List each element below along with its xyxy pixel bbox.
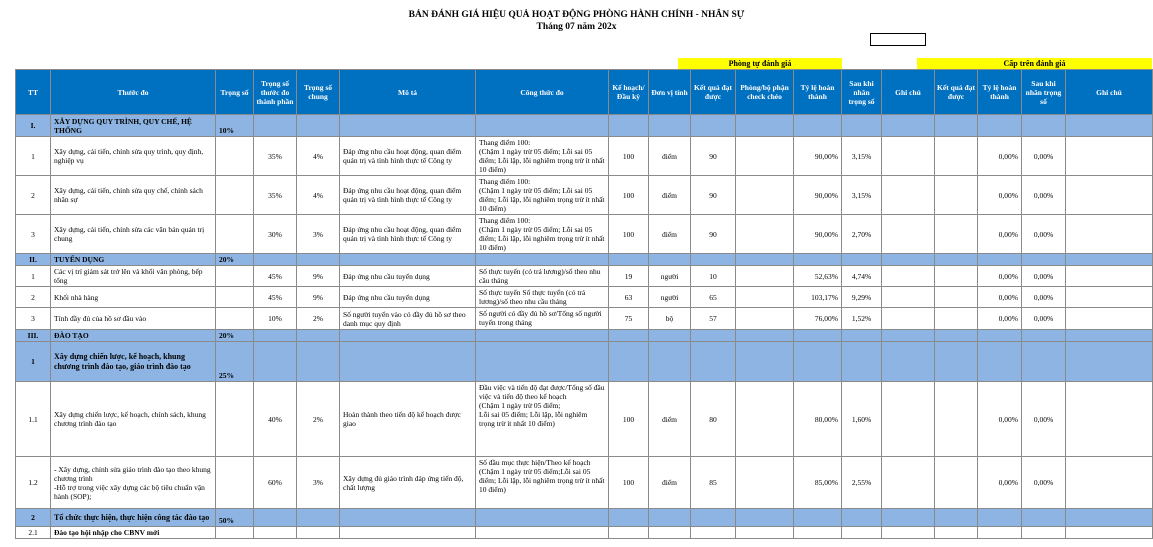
unit: điểm	[649, 382, 691, 457]
empty-cell	[736, 254, 794, 266]
plan-value: 63	[609, 287, 649, 308]
cross-check-cell	[736, 266, 794, 287]
column-header: Ghi chú	[1066, 70, 1153, 115]
empty-cell	[1022, 342, 1066, 382]
manager-result-cell	[935, 215, 978, 254]
empty-cell	[935, 330, 978, 342]
overall-weight: 4%	[297, 137, 340, 176]
empty-cell	[978, 527, 1022, 539]
table-row	[16, 509, 1153, 527]
column-header: Trọng số chung	[297, 70, 340, 115]
result-value: 80	[691, 382, 736, 457]
cross-check-cell	[736, 382, 794, 457]
empty-cell	[254, 342, 297, 382]
description: Đáp ứng nhu cầu hoạt động, quan điểm quản trị và tình hình thực tế Công ty	[340, 137, 476, 176]
result-value: 10	[691, 266, 736, 287]
row-number: 1	[16, 266, 51, 287]
column-header: TT	[16, 70, 51, 115]
overall-weight: 9%	[297, 287, 340, 308]
unit: người	[649, 287, 691, 308]
cross-check-cell	[736, 457, 794, 509]
empty-cell	[794, 330, 842, 342]
empty-cell	[1022, 330, 1066, 342]
row-number: III.	[16, 330, 51, 342]
empty-cell	[216, 308, 254, 330]
column-header: Trọng số	[216, 70, 254, 115]
manager-completion-rate: 0,00%	[978, 215, 1022, 254]
section-title: Xây dựng chiến lược, kế hoạch, khung chương trình đào tạo, giáo trình đào tạo	[51, 342, 216, 382]
empty-cell	[882, 527, 935, 539]
formula: Thang điểm 100: (Chậm 1 ngày trừ 05 điểm; Lỗi sai 05 điểm; Lỗi lặp, lỗi nghiêm trọng trừ ít nhất 10 điểm)	[476, 137, 609, 176]
manager-completion-rate: 0,00%	[978, 137, 1022, 176]
table-row	[16, 287, 1153, 308]
manager-note-cell	[1066, 137, 1153, 176]
empty-cell	[340, 509, 476, 527]
column-header: Kết quả đạt được	[691, 70, 736, 115]
section-weight: 25%	[216, 342, 254, 382]
weighted-score: 3,15%	[842, 137, 882, 176]
manager-result-cell	[935, 137, 978, 176]
manager-note-cell	[1066, 382, 1153, 457]
table-row	[16, 254, 1153, 266]
manager-weighted-score: 0,00%	[1022, 382, 1066, 457]
empty-cell	[736, 115, 794, 137]
table-row	[16, 382, 1153, 457]
plan-value: 100	[609, 137, 649, 176]
unit: điểm	[649, 457, 691, 509]
column-header: Mô tả	[340, 70, 476, 115]
component-weight: 30%	[254, 215, 297, 254]
empty-cell	[476, 254, 609, 266]
empty-cell	[935, 527, 978, 539]
empty-cell	[216, 176, 254, 215]
overall-weight: 4%	[297, 176, 340, 215]
result-value: 65	[691, 287, 736, 308]
empty-cell	[842, 115, 882, 137]
weighted-score: 4,74%	[842, 266, 882, 287]
cross-check-cell	[736, 308, 794, 330]
empty-cell	[340, 342, 476, 382]
section-weight: 50%	[216, 509, 254, 527]
weighted-score: 1,52%	[842, 308, 882, 330]
measure-name: Xây dựng chiến lược, kế hoạch, chính sách, khung chương trình đào tạo	[51, 382, 216, 457]
result-value: 57	[691, 308, 736, 330]
row-number: 1.1	[16, 382, 51, 457]
plan-value: 19	[609, 266, 649, 287]
empty-cell	[1022, 527, 1066, 539]
note-cell	[882, 457, 935, 509]
empty-cell	[978, 115, 1022, 137]
empty-cell	[978, 330, 1022, 342]
note-cell	[882, 215, 935, 254]
empty-cell	[609, 342, 649, 382]
description: Số người tuyển vào có đầy đủ hồ sơ theo danh mục quy định	[340, 308, 476, 330]
table-row	[16, 215, 1153, 254]
component-weight: 40%	[254, 382, 297, 457]
manager-result-cell	[935, 176, 978, 215]
empty-cell	[736, 330, 794, 342]
measure-name: Xây dựng, cải tiến, chỉnh sửa quy trình, quy định, nghiệp vụ	[51, 137, 216, 176]
empty-cell	[254, 527, 297, 539]
empty-input-box[interactable]	[870, 33, 926, 46]
section-title: ĐÀO TẠO	[51, 330, 216, 342]
column-header: Sau khi nhân trọng số	[1022, 70, 1066, 115]
note-cell	[882, 176, 935, 215]
empty-cell	[978, 342, 1022, 382]
table-row	[16, 115, 1153, 137]
empty-cell	[794, 527, 842, 539]
page-subtitle: Tháng 07 năm 202x	[536, 22, 617, 32]
empty-cell	[691, 509, 736, 527]
row-number: 2	[16, 287, 51, 308]
empty-cell	[691, 342, 736, 382]
plan-value: 75	[609, 308, 649, 330]
empty-cell	[476, 527, 609, 539]
empty-cell	[340, 254, 476, 266]
component-weight: 60%	[254, 457, 297, 509]
formula: Thang điểm 100: (Chậm 1 ngày trừ 05 điểm; Lỗi sai 05 điểm; Lỗi lặp, lỗi nghiêm trọng trừ ít nhất 10 điểm)	[476, 176, 609, 215]
measure-name: - Xây dựng, chỉnh sửa giáo trình đào tạo theo khung chương trình -Hỗ trợ trong việc xây dựng các bộ tiêu chuẩn vận hành (SOP);	[51, 457, 216, 509]
manager-weighted-score: 0,00%	[1022, 215, 1066, 254]
empty-cell	[794, 342, 842, 382]
manager-note-cell	[1066, 176, 1153, 215]
table-header-row	[16, 70, 1153, 115]
unit: bộ	[649, 308, 691, 330]
formula: Số thực tuyển (có trả lương)/số theo nhu cầu tháng	[476, 266, 609, 287]
plan-value: 100	[609, 457, 649, 509]
column-header: Thước đo	[51, 70, 216, 115]
empty-cell	[691, 254, 736, 266]
empty-cell	[1022, 254, 1066, 266]
empty-cell	[1066, 342, 1153, 382]
manager-weighted-score: 0,00%	[1022, 287, 1066, 308]
description: Đáp ứng nhu cầu tuyển dụng	[340, 266, 476, 287]
empty-cell	[842, 254, 882, 266]
manager-completion-rate: 0,00%	[978, 308, 1022, 330]
manager-result-cell	[935, 457, 978, 509]
component-weight: 45%	[254, 287, 297, 308]
component-weight: 45%	[254, 266, 297, 287]
weighted-score: 2,55%	[842, 457, 882, 509]
empty-cell	[736, 527, 794, 539]
column-header: Sau khi nhân trọng số	[842, 70, 882, 115]
formula: Đầu việc và tiến độ đạt được/Tổng số đầu việc và tiến độ theo kế hoạch (Chậm 1 ngày trừ 05 điểm; Lỗi sai 05 điểm; Lỗi lặp, lỗi nghiêm trọng trừ ít nhất 10 điểm)	[476, 382, 609, 457]
completion-rate: 85,00%	[794, 457, 842, 509]
empty-cell	[609, 330, 649, 342]
subsection-title: Đào tạo hội nhập cho CBNV mới	[51, 527, 216, 539]
note-cell	[882, 287, 935, 308]
manager-result-cell	[935, 382, 978, 457]
overall-weight: 3%	[297, 457, 340, 509]
empty-cell	[216, 382, 254, 457]
measure-name: Xây dựng, cải tiến, chỉnh sửa các văn bản quản trị chung	[51, 215, 216, 254]
note-cell	[882, 308, 935, 330]
column-header: Trọng số thước đo thành phần	[254, 70, 297, 115]
empty-cell	[736, 509, 794, 527]
empty-cell	[1066, 527, 1153, 539]
description: Đáp ứng nhu cầu tuyển dụng	[340, 287, 476, 308]
empty-cell	[1066, 254, 1153, 266]
completion-rate: 80,00%	[794, 382, 842, 457]
empty-cell	[691, 527, 736, 539]
row-number: 1	[16, 137, 51, 176]
formula: Số thực tuyển Số thực tuyển (có trả lương)/số theo nhu cầu tháng	[476, 287, 609, 308]
overall-weight: 9%	[297, 266, 340, 287]
empty-cell	[935, 509, 978, 527]
table-row	[16, 342, 1153, 382]
component-weight: 35%	[254, 176, 297, 215]
empty-cell	[978, 254, 1022, 266]
description: Đáp ứng nhu cầu hoạt động, quan điểm quản trị và tình hình thực tế Công ty	[340, 176, 476, 215]
manager-completion-rate: 0,00%	[978, 457, 1022, 509]
manager-weighted-score: 0,00%	[1022, 308, 1066, 330]
completion-rate: 52,63%	[794, 266, 842, 287]
manager-completion-rate: 0,00%	[978, 382, 1022, 457]
empty-cell	[978, 509, 1022, 527]
note-cell	[882, 266, 935, 287]
weighted-score: 2,70%	[842, 215, 882, 254]
empty-cell	[476, 330, 609, 342]
empty-cell	[649, 330, 691, 342]
empty-cell	[297, 115, 340, 137]
note-cell	[882, 137, 935, 176]
section-weight: 20%	[216, 330, 254, 342]
empty-cell	[1022, 509, 1066, 527]
unit: điểm	[649, 137, 691, 176]
empty-cell	[297, 509, 340, 527]
cross-check-cell	[736, 137, 794, 176]
note-cell	[882, 382, 935, 457]
section-title: Tổ chức thực hiện, thực hiện công tác đào tạo	[51, 509, 216, 527]
empty-cell	[340, 330, 476, 342]
result-value: 90	[691, 176, 736, 215]
column-header: Công thức đo	[476, 70, 609, 115]
row-number: 1.2	[16, 457, 51, 509]
empty-cell	[649, 527, 691, 539]
empty-cell	[649, 115, 691, 137]
empty-cell	[609, 509, 649, 527]
empty-cell	[882, 342, 935, 382]
empty-cell	[794, 509, 842, 527]
result-value: 90	[691, 215, 736, 254]
empty-cell	[216, 527, 254, 539]
manager-weighted-score: 0,00%	[1022, 137, 1066, 176]
row-number: 3	[16, 308, 51, 330]
empty-cell	[340, 115, 476, 137]
column-header: Ghi chú	[882, 70, 935, 115]
table-row	[16, 527, 1153, 539]
empty-cell	[1066, 115, 1153, 137]
description: Đáp ứng nhu cầu hoạt động, quan điểm quản trị và tình hình thực tế Công ty	[340, 215, 476, 254]
empty-cell	[216, 457, 254, 509]
empty-cell	[1066, 509, 1153, 527]
component-weight: 35%	[254, 137, 297, 176]
empty-cell	[882, 254, 935, 266]
formula: Số người có đầy đủ hồ sơ/Tổng số người tuyển trong tháng	[476, 308, 609, 330]
column-header: Tỷ lệ hoàn thành	[794, 70, 842, 115]
row-number: II.	[16, 254, 51, 266]
column-header: Tỷ lệ hoàn thành	[978, 70, 1022, 115]
completion-rate: 90,00%	[794, 215, 842, 254]
weighted-score: 3,15%	[842, 176, 882, 215]
row-number: 2	[16, 176, 51, 215]
empty-cell	[216, 266, 254, 287]
table-row	[16, 266, 1153, 287]
empty-cell	[842, 342, 882, 382]
formula: Thang điểm 100: (Chậm 1 ngày trừ 05 điểm; Lỗi sai 05 điểm; Lỗi lặp, lỗi nghiêm trọng trừ ít nhất 10 điểm)	[476, 215, 609, 254]
page-title: BẢN ĐÁNH GIÁ HIỆU QUẢ HOẠT ĐỘNG PHÒNG HÀNH CHÍNH - NHÂN SỰ	[408, 10, 745, 20]
formula: Số đầu mục thực hiện/Theo kế hoạch (Chậm 1 ngày trừ 05 điểm;Lỗi sai 05 điểm; Lỗi lặp, lỗi nghiêm trọng trừ ít nhất 10 điểm)	[476, 457, 609, 509]
plan-value: 100	[609, 215, 649, 254]
manager-result-cell	[935, 308, 978, 330]
manager-note-cell	[1066, 308, 1153, 330]
completion-rate: 90,00%	[794, 176, 842, 215]
empty-cell	[476, 342, 609, 382]
empty-cell	[476, 115, 609, 137]
row-number: I.	[16, 115, 51, 137]
column-header: Kết quả đạt được	[935, 70, 978, 115]
empty-cell	[254, 115, 297, 137]
empty-cell	[297, 254, 340, 266]
weighted-score: 1,60%	[842, 382, 882, 457]
empty-cell	[935, 254, 978, 266]
measure-name: Khối nhà hàng	[51, 287, 216, 308]
table-row	[16, 457, 1153, 509]
section-title: TUYỂN DỤNG	[51, 254, 216, 266]
empty-cell	[1066, 330, 1153, 342]
completion-rate: 90,00%	[794, 137, 842, 176]
manager-note-cell	[1066, 287, 1153, 308]
table-row	[16, 330, 1153, 342]
table-row	[16, 176, 1153, 215]
empty-cell	[882, 509, 935, 527]
empty-cell	[736, 342, 794, 382]
empty-cell	[216, 287, 254, 308]
measure-name: Xây dựng, cải tiến, chỉnh sửa quy chế, chính sách nhân sự	[51, 176, 216, 215]
table-body	[16, 115, 1153, 539]
empty-cell	[842, 509, 882, 527]
empty-cell	[842, 527, 882, 539]
unit: điểm	[649, 176, 691, 215]
manager-note-cell	[1066, 266, 1153, 287]
table-row	[16, 308, 1153, 330]
empty-cell	[216, 215, 254, 254]
empty-cell	[297, 527, 340, 539]
table-row	[16, 137, 1153, 176]
empty-cell	[691, 115, 736, 137]
empty-cell	[254, 330, 297, 342]
component-weight: 10%	[254, 308, 297, 330]
unit: điểm	[649, 215, 691, 254]
row-number: 2.1	[16, 527, 51, 539]
empty-cell	[882, 330, 935, 342]
cross-check-cell	[736, 287, 794, 308]
column-header: Phòng/bộ phận check chéo	[736, 70, 794, 115]
manager-result-cell	[935, 266, 978, 287]
empty-cell	[649, 254, 691, 266]
empty-cell	[609, 115, 649, 137]
empty-cell	[297, 342, 340, 382]
group-header-manager: Cấp trên đánh giá	[917, 58, 1152, 69]
section-title: XÂY DỰNG QUY TRÌNH, QUY CHẾ, HỆ THỐNG	[51, 115, 216, 137]
overall-weight: 2%	[297, 308, 340, 330]
description: Xây dựng đủ giáo trình đáp ứng tiến độ, chất lượng	[340, 457, 476, 509]
manager-weighted-score: 0,00%	[1022, 266, 1066, 287]
group-header-self: Phòng tự đánh giá	[678, 58, 842, 69]
empty-cell	[476, 509, 609, 527]
empty-cell	[609, 254, 649, 266]
empty-cell	[297, 330, 340, 342]
manager-completion-rate: 0,00%	[978, 176, 1022, 215]
measure-name: Tính đầy đủ của hồ sơ đầu vào	[51, 308, 216, 330]
empty-cell	[794, 115, 842, 137]
empty-cell	[254, 254, 297, 266]
manager-note-cell	[1066, 457, 1153, 509]
row-number: 2	[16, 509, 51, 527]
cross-check-cell	[736, 215, 794, 254]
manager-completion-rate: 0,00%	[978, 266, 1022, 287]
manager-note-cell	[1066, 215, 1153, 254]
measure-name: Các vị trí giám sát trở lên và khối văn phòng, bếp tổng	[51, 266, 216, 287]
section-weight: 20%	[216, 254, 254, 266]
row-number: 3	[16, 215, 51, 254]
empty-cell	[935, 115, 978, 137]
result-value: 85	[691, 457, 736, 509]
manager-weighted-score: 0,00%	[1022, 457, 1066, 509]
empty-cell	[216, 137, 254, 176]
column-header: Đơn vị tính	[649, 70, 691, 115]
empty-cell	[935, 342, 978, 382]
empty-cell	[794, 254, 842, 266]
empty-cell	[340, 527, 476, 539]
empty-cell	[254, 509, 297, 527]
manager-result-cell	[935, 287, 978, 308]
empty-cell	[609, 527, 649, 539]
unit: người	[649, 266, 691, 287]
section-weight: 10%	[216, 115, 254, 137]
overall-weight: 2%	[297, 382, 340, 457]
empty-cell	[649, 342, 691, 382]
result-value: 90	[691, 137, 736, 176]
manager-completion-rate: 0,00%	[978, 287, 1022, 308]
description: Hoàn thành theo tiến độ kế hoạch được giao	[340, 382, 476, 457]
column-header: Kế hoạch/ Đầu kỳ	[609, 70, 649, 115]
completion-rate: 103,17%	[794, 287, 842, 308]
overall-weight: 3%	[297, 215, 340, 254]
evaluation-table	[15, 69, 1153, 539]
completion-rate: 76,00%	[794, 308, 842, 330]
cross-check-cell	[736, 176, 794, 215]
empty-cell	[691, 330, 736, 342]
row-number: 1	[16, 342, 51, 382]
empty-cell	[1022, 115, 1066, 137]
empty-cell	[649, 509, 691, 527]
manager-weighted-score: 0,00%	[1022, 176, 1066, 215]
empty-cell	[882, 115, 935, 137]
plan-value: 100	[609, 176, 649, 215]
plan-value: 100	[609, 382, 649, 457]
weighted-score: 9,29%	[842, 287, 882, 308]
empty-cell	[842, 330, 882, 342]
